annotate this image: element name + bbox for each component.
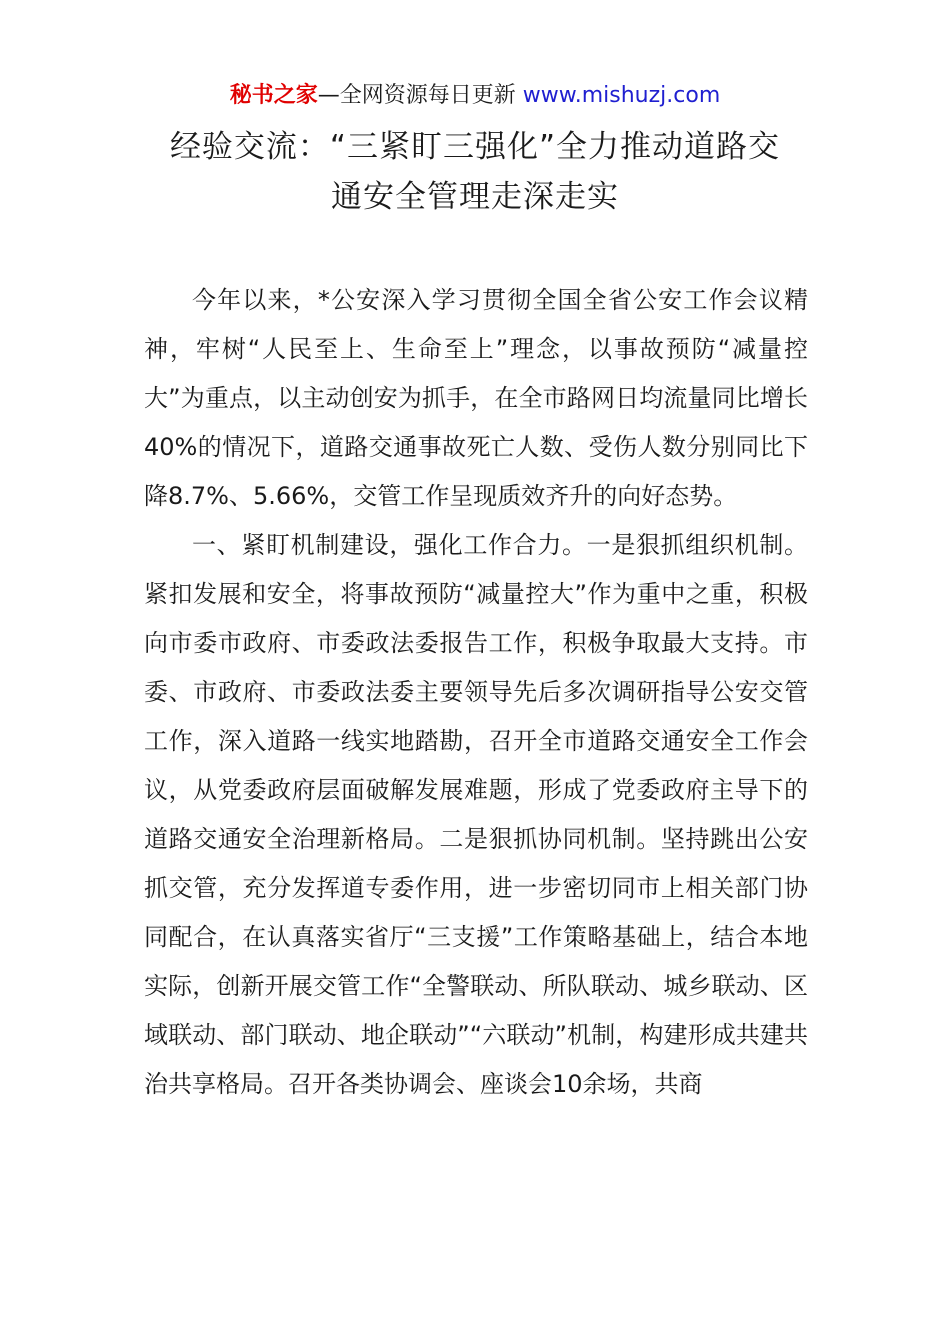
title-line-1: 经验交流：“三紧盯三强化”全力推动道路交 xyxy=(169,129,781,165)
title-line-2: 通安全管理走深走实 xyxy=(331,179,619,215)
site-url-link[interactable]: www.mishuzj.com xyxy=(522,83,721,108)
header-tagline: 全网资源每日更新 xyxy=(339,83,516,108)
site-header xyxy=(0,80,950,112)
site-brand: 秘书之家 xyxy=(229,83,318,108)
header-separator: — xyxy=(317,83,340,108)
paragraph-intro: 今年以来，*公安深入学习贯彻全国全省公安工作会议精神，牢树“人民至上、生命至上”理念，以事故预防“减量控大”为重点，以主动创安为抓手，在全市路网日均流量同比增长40%的情况下，道路交通事故死亡人数、受伤人数分别同比下降8.7%、5.66%，交管工作呈现质效齐升的向好态势。 xyxy=(144,286,808,510)
paragraph-section-one: 一、紧盯机制建设，强化工作合力。一是狠抓组织机制。紧扣发展和安全，将事故预防“减量控大”作为重中之重，积极向市委市政府、市委政法委报告工作，积极争取最大支持。市委、市政府、市委政法委主要领导先后多次调研指导公安交管工作，深入道路一线实地踏勘，召开全市道路交通安全工作会议，从党委政府层面破解发展难题，形成了党委政府主导下的道路交通安全治理新格局。二是狠抓协同机制。坚持跳出公安抓交管，充分发挥道专委作用，进一步密切同市上相关部门协同配合，在认真落实省厅“三支援”工作策略基础上，结合本地实际，创新开展交管工作“全警联动、所队联动、城乡联动、区域联动、部门联动、地企联动”“六联动”机制，构建形成共建共治共享格局。召开各类协调会、座谈会10余场，共商 xyxy=(144,531,808,1098)
document-title xyxy=(120,122,830,222)
document-body xyxy=(144,276,808,1109)
